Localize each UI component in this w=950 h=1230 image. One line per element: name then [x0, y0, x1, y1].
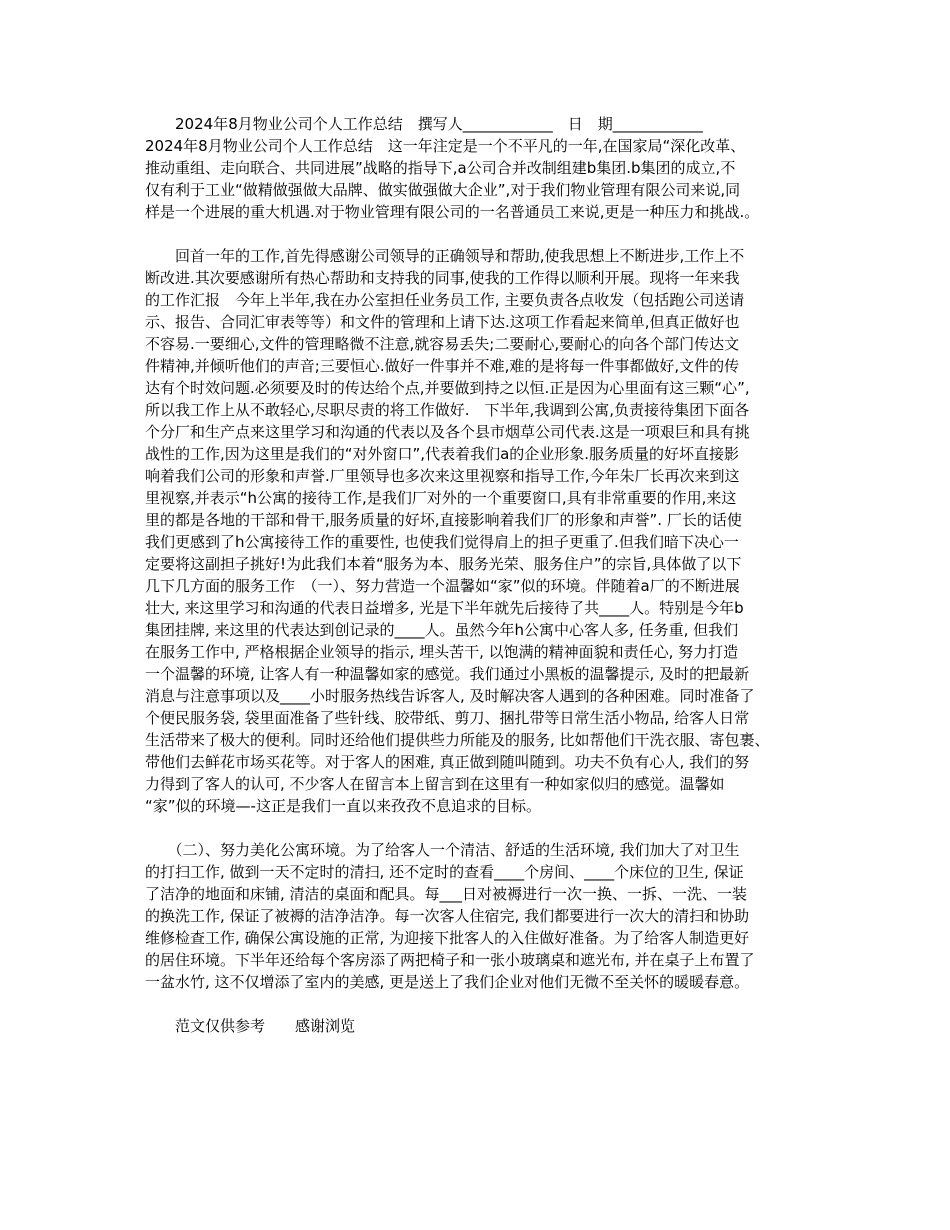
author-field: 撰写人____________	[417, 115, 553, 133]
text-line: 一盆水竹, 这不仅增添了室内的美感, 更是送上了我们企业对他们无微不至关怀的暖暖春意。	[145, 973, 750, 991]
text-line: 我们更感到了h公寓接待工作的重要性, 也使我们觉得肩上的担子更重了.但我们暗下决心一	[145, 533, 739, 551]
text-line: “家”似的环境—-这正是我们一直以来孜孜不息追求的目标。	[145, 797, 541, 815]
text-line: 仅有利于工业“做精做强做大品牌、做实做强做大企业”,对于我们物业管理有限公司来说,同	[145, 181, 741, 199]
text-line: 断改进.其次要感谢所有热心帮助和支持我的同事,使我的工作得以顺利开展。现将一年来我	[145, 269, 740, 287]
text-line: 范文仅供参考 感谢浏览	[145, 1017, 356, 1035]
text-line: 的打扫工作, 做到一天不定时的清扫, 还不定时的查看____个房间、____个床位的卫生, 保证	[145, 863, 744, 881]
text-line: 件精神,并倾听他们的声音;三要恒心.做好一件事并不难,难的是将每一件事都做好,文件的传	[145, 357, 740, 375]
text-line: 定要将这副担子挑好!为此我们本着“服务为本、服务光荣、服务住户”的宗旨,具体做了以下	[145, 555, 742, 573]
text-line: 力得到了客人的认可, 不少客人在留言本上留言到在这里有一种如家似归的感觉。温馨如	[145, 775, 725, 793]
text-line: 样是一个进展的重大机遇.对于物业管理有限公司的一名普通员工来说,更是一种压力和挑战.。	[145, 203, 760, 221]
footer-note	[145, 1015, 815, 1037]
date-field: 日 期____________	[567, 115, 703, 133]
text-line: 集团挂牌, 来这里的代表达到创记录的____人。虽然今年h公寓中心客人多, 任务重, 但我们	[145, 621, 739, 639]
text-line: 在服务工作中, 严格根据企业领导的指示, 埋头苦干, 以饱满的精神面貌和责任心, 努力打造	[145, 643, 739, 661]
paragraph	[145, 135, 815, 223]
paragraph-gap	[145, 817, 815, 839]
text-line: 里视察,并表示“h公寓的接待工作,是我们厂对外的一个重要窗口,具有非常重要的作用,来这	[145, 489, 737, 507]
paragraph-gap	[145, 993, 815, 1015]
text-line: 个便民服务袋, 袋里面准备了些针线、胶带纸、剪刀、捆扎带等日常生活小物品, 给客人日常	[145, 709, 750, 727]
text-line: 带他们去鲜花市场买花等。对于客人的困难, 真正做到随叫随到。功夫不负有心人, 我们的努	[145, 753, 750, 771]
text-line: 的工作汇报 今年上半年,我在办公室担任业务员工作, 主要负责各点收发（包括跑公司送请	[145, 291, 745, 309]
text-line: 几下几方面的服务工作 （一）、努力营造一个温馨如“家”似的环境。伴随着a厂的不断进展	[145, 577, 740, 595]
text-line: 达有个时效问题.必须要及时的传达给个点,并要做到持之以恒.正是因为心里面有这三颗“心”,	[145, 379, 750, 397]
text-line: 的居住环境。下半年还给每个客房添了两把椅子和一张小玻璃桌和遮光布, 并在桌子上布置了	[145, 951, 755, 969]
header-line	[145, 113, 815, 135]
text-line: 了洁净的地面和床铺, 清洁的桌面和配具。每___日对被褥进行一次一换、一拆、一洗、一装	[145, 885, 748, 903]
paragraph	[145, 839, 815, 993]
text-line: 示、报告、合同汇审表等等）和文件的管理和上请下达.这项工作看起来简单,但真正做好也	[145, 313, 740, 331]
text-line: （二）、努力美化公寓环境。为了给客人一个清洁、舒适的生活环境, 我们加大了对卫生	[145, 841, 740, 859]
text-line: 消息与注意事项以及____小时服务热线告诉客人, 及时解决客人遇到的各种困难。同时准备了	[145, 687, 755, 705]
text-line: 不容易.一要细心,文件的管理略微不注意,就容易丢失;二要耐心,要耐心的向各个部门传达文	[145, 335, 740, 353]
document-body	[145, 135, 815, 1037]
text-line: 回首一年的工作,首先得感谢公司领导的正确领导和帮助,使我思想上不断进步,工作上不	[145, 247, 745, 265]
paragraph	[145, 245, 815, 817]
text-line: 战性的工作,因为这里是我们的“对外窗口”,代表着我们a的企业形象.服务质量的好坏直接影	[145, 445, 740, 463]
text-line: 个分厂和生产点来这里学习和沟通的代表以及各个县市烟草公司代表.这是一项艰巨和具有挑	[145, 423, 750, 441]
text-line: 2024年8月物业公司个人工作总结 这一年注定是一个不平凡的一年,在国家局“深化改革、	[145, 137, 746, 155]
paragraph-gap	[145, 223, 815, 245]
text-line: 生活带来了极大的便利。同时还给他们提供些力所能及的服务, 比如帮他们干洗衣服、寄包裹、	[145, 731, 770, 749]
text-line: 里的都是各地的干部和骨干,服务质量的好坏,直接影响着我们厂的形象和声誉”. 厂长的话使	[145, 511, 742, 529]
text-line: 维修检查工作, 确保公寓设施的正常, 为迎接下批客人的入住做好准备。为了给客人制造更好	[145, 929, 750, 947]
text-line: 一个温馨的环境, 让客人有一种温馨如家的感觉。我们通过小黑板的温馨提示, 及时的把最新	[145, 665, 750, 683]
text-line: 响着我们公司的形象和声誉.厂里领导也多次来这里视察和指导工作,今年朱厂长再次来到这	[145, 467, 740, 485]
text-line: 所以我工作上从不敢轻心,尽职尽责的将工作做好. 下半年,我调到公寓,负责接待集团下面各	[145, 401, 750, 419]
text-line: 的换洗工作, 保证了被褥的洁净洁净。每一次客人住宿完, 我们都要进行一次大的清扫和协助	[145, 907, 750, 925]
document-page	[145, 113, 815, 1037]
text-line: 推动重组、走向联合、共同进展”战略的指导下,a公司合并改制组建b集团.b集团的成立,不	[145, 159, 736, 177]
document-title: 2024年8月物业公司个人工作总结	[175, 115, 403, 133]
text-line: 壮大, 来这里学习和沟通的代表日益增多, 光是下半年就先后接待了共____人。特别是今年b	[145, 599, 744, 617]
